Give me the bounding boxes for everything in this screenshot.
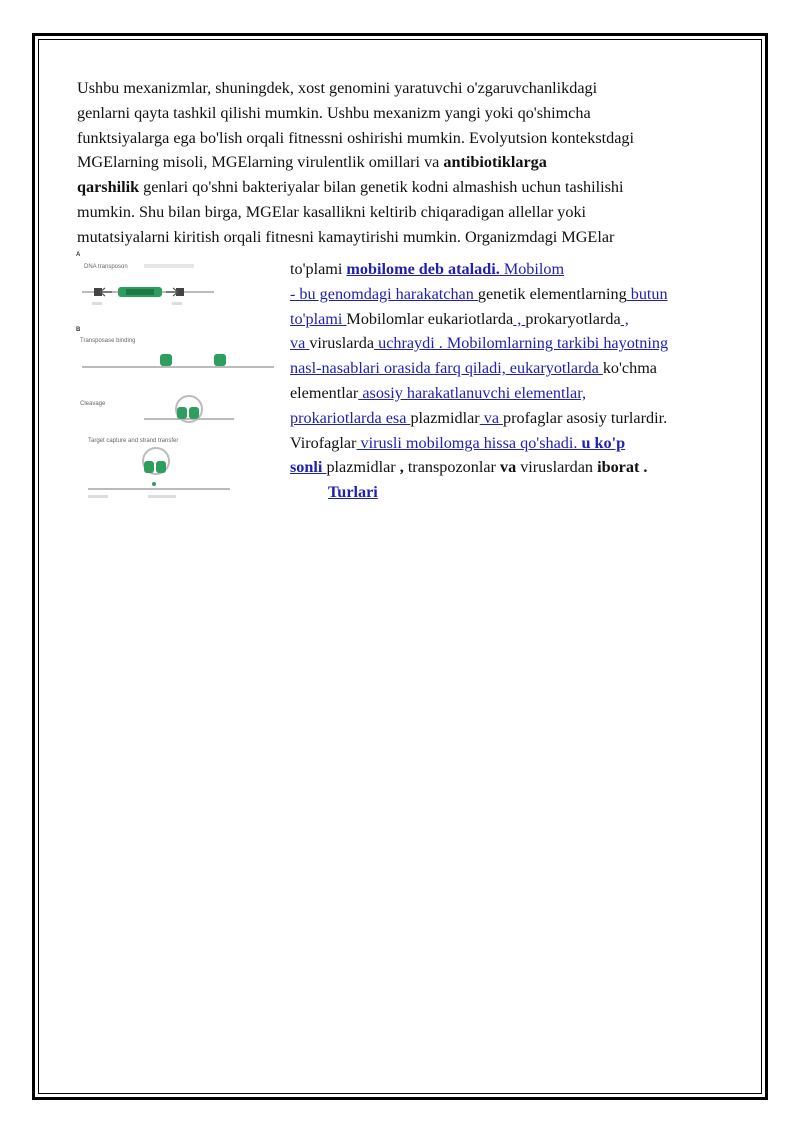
text-span: transpozonlar [403,458,500,477]
text-span: profaglar asosiy turlardir. [503,408,668,427]
text-span: prokaryotlarda [525,309,621,328]
text-span: Virofaglar [290,433,357,452]
small-label [92,302,102,305]
definition-link[interactable]: butun [626,284,668,303]
mobilome-link[interactable] [346,260,564,278]
strand-complex [144,461,154,473]
target-site [152,482,156,486]
text-span: plazmidlar [326,458,400,477]
text-line [290,331,750,356]
elements-link[interactable]: asosiy harakatlanuvchi elementlar, [358,383,586,402]
text-line: mumkin. Shu bilan birga, MGElar kasallikni keltirib chiqaradigan allellar yoki [77,202,587,221]
text-line: genlarni qayta tashkil qilishi mumkin. Ushbu mexanizm yangi yoki qo'shimcha [77,103,591,122]
panel-label-a: A [76,252,81,258]
bold-term: iborat . [597,458,648,477]
text-line: mutatsiyalarni kiritish orqali fitnesni kamaytirishi mumkin. Organizmdagi MGElar [77,227,615,246]
text-span: plazmidlar [410,408,480,427]
text-span: ko'chma [602,359,657,378]
text-line [290,381,750,406]
figure-label-capture: Target capture and strand transfer [88,438,179,444]
text-span: MGElarning misoli, MGElarning virulentlik omillari va [77,153,444,172]
small-label [172,302,182,305]
text-line [290,406,750,431]
punct-link[interactable]: , [620,309,629,328]
text-line: Ushbu mexanizmlar, shuningdek, xost genomini yaratuvchi o'zgaruvchanlikdagi [77,79,598,97]
text-span: viruslarda [309,334,375,353]
bold-term: , [399,458,404,477]
text-span: genetik elementlarning [477,284,627,303]
many-link[interactable] [290,458,326,476]
types-heading-link[interactable] [328,483,378,501]
text-line [290,480,750,505]
text-line [290,257,750,282]
link-text: Turlari [328,483,378,502]
text-line [77,150,737,175]
small-label [88,495,108,498]
small-label [148,495,176,498]
text-line [290,307,750,332]
transposase-right [214,354,226,366]
text-span: viruslardan [516,458,598,477]
prokaryotes-link[interactable]: prokariotlarda esa [290,408,411,427]
label-blur [144,264,194,268]
gene-core [126,289,154,295]
text-line: funktsiyalarga ega bo'lish orqali fitnessni oshirishi mumkin. Evolyutsion kontekstdagi [77,128,634,147]
bold-term: antibiotiklarga [443,153,547,172]
virophage-link[interactable]: virusli mobilomga hissa qo'shadi. [356,433,578,452]
text-span: Mobilomlar eukariotlarda [346,309,514,328]
definition-link[interactable]: to'plami [290,309,347,328]
link-text: u ko'p [577,433,626,452]
punct-link[interactable]: va [290,334,310,353]
link-text: mobilome deb ataladi. [346,260,500,278]
punct-link[interactable]: , [513,309,526,328]
intro-paragraph [77,76,737,250]
text-span: elementlar [290,383,359,402]
mobilome-text [290,257,750,505]
figure-label-cleavage: Cleavage [80,401,106,407]
bold-term: va [499,458,517,477]
definition-link[interactable]: - bu genomdagi harakatchan [290,284,478,303]
text-line [290,356,750,381]
panel-label-b: B [76,327,81,333]
composition-link[interactable]: nasl-nasablari orasida farq qiladi, eukaryotlarda [290,359,603,378]
many-link[interactable] [577,434,625,452]
figure-label-dna-transposon: DNA transposon [84,264,128,270]
text-span: genlari qo'shni bakteriyalar bilan genetik kodni almashish uchun tashilishi [139,178,624,197]
figure-label-binding: Transposase binding [80,338,136,344]
text-span: to'plami [290,260,347,278]
synaptic-complex [189,407,199,419]
composition-link[interactable]: uchraydi . Mobilomlarning tarkibi hayotning [374,334,669,353]
text-line [290,431,750,456]
text-line [77,175,737,200]
transposase-left [160,354,172,366]
link-text: sonli [290,458,327,477]
text-line [290,455,750,480]
bold-term: qarshilik [77,178,140,197]
strand-complex [156,461,166,473]
link-text: Mobilom [499,260,565,278]
punct-link[interactable]: va [479,408,504,427]
transposon-figure [74,249,284,504]
text-line [290,282,750,307]
synaptic-complex [177,407,187,419]
